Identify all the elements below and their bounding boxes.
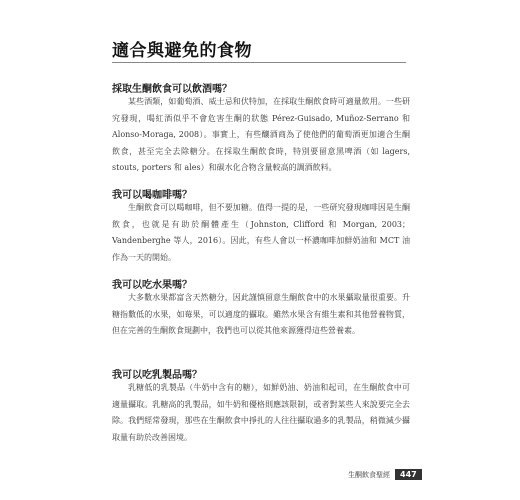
section-body-alcohol: 某些酒類，如葡萄酒、威士忌和伏特加，在採取生酮飲食時可適量飲用。一些研究發現，喝紅酒似乎不會危害生酮的狀態 Pérez-Guisado, Muñoz-Serrano 和 Alonso-Moraga, 2008）。事實上，有些釀酒商為了使他們的葡萄酒更加適合生酮飲食，甚至完全去除糖分。在採取生酮飲食時，特別要留意黑啤酒（如 lagers, stouts, porters 和 ales）和碳水化合物含量較高的調酒飲料。 xyxy=(112,97,410,172)
title-divider xyxy=(112,62,406,63)
section-question-fruit: 我可以吃水果嗎？ xyxy=(112,280,192,291)
section-question-coffee: 我可以喝咖啡嗎？ xyxy=(112,190,192,201)
section-body-dairy: 乳糖低的乳製品（牛奶中含有的糖），如鮮奶油、奶油和起司，在生酮飲食中可適量攝取。乳糖高的乳製品，如牛奶和優格則應該限制，或者對某些人來說要完全去除。我們經常發現，那些在生酮飲食中掙扎的人往往攝取過多的乳製品，稍微減少攝取量有助於改善困境。 xyxy=(112,383,410,442)
section-question-alcohol: 採取生酮飲食可以飲酒嗎？ xyxy=(112,84,232,95)
section-body-coffee: 生酮飲食可以喝咖啡，但不要加糖。值得一提的是，一些研究發現咖啡因是生酮飲食，也就是有助於酮體產生（Johnston, Clifford 和 Morgan, 2003；Vandenberghe 等人，2016）。因此，有些人會以一杯濃咖啡加鮮奶油和 MCT 油作為一天的開始。 xyxy=(112,203,410,262)
section-body-fruit: 大多數水果都富含天然糖分，因此謹慎留意生酮飲食中的水果攝取量很重要。升糖指數低的水果，如莓果，可以適度的攝取。雖然水果含有維生素和其他營養物質，但在完善的生酮飲食規劃中，我們也可以從其他來源獲得這些營養素。 xyxy=(112,293,410,335)
page-footer xyxy=(348,469,422,480)
section-question-dairy: 我可以吃乳製品嗎？ xyxy=(112,370,202,381)
footer-book-title: 生酮飲食聖經 xyxy=(348,470,390,479)
page-number: 447 xyxy=(395,469,422,480)
page-title: 適合與避免的食物 xyxy=(112,41,252,61)
